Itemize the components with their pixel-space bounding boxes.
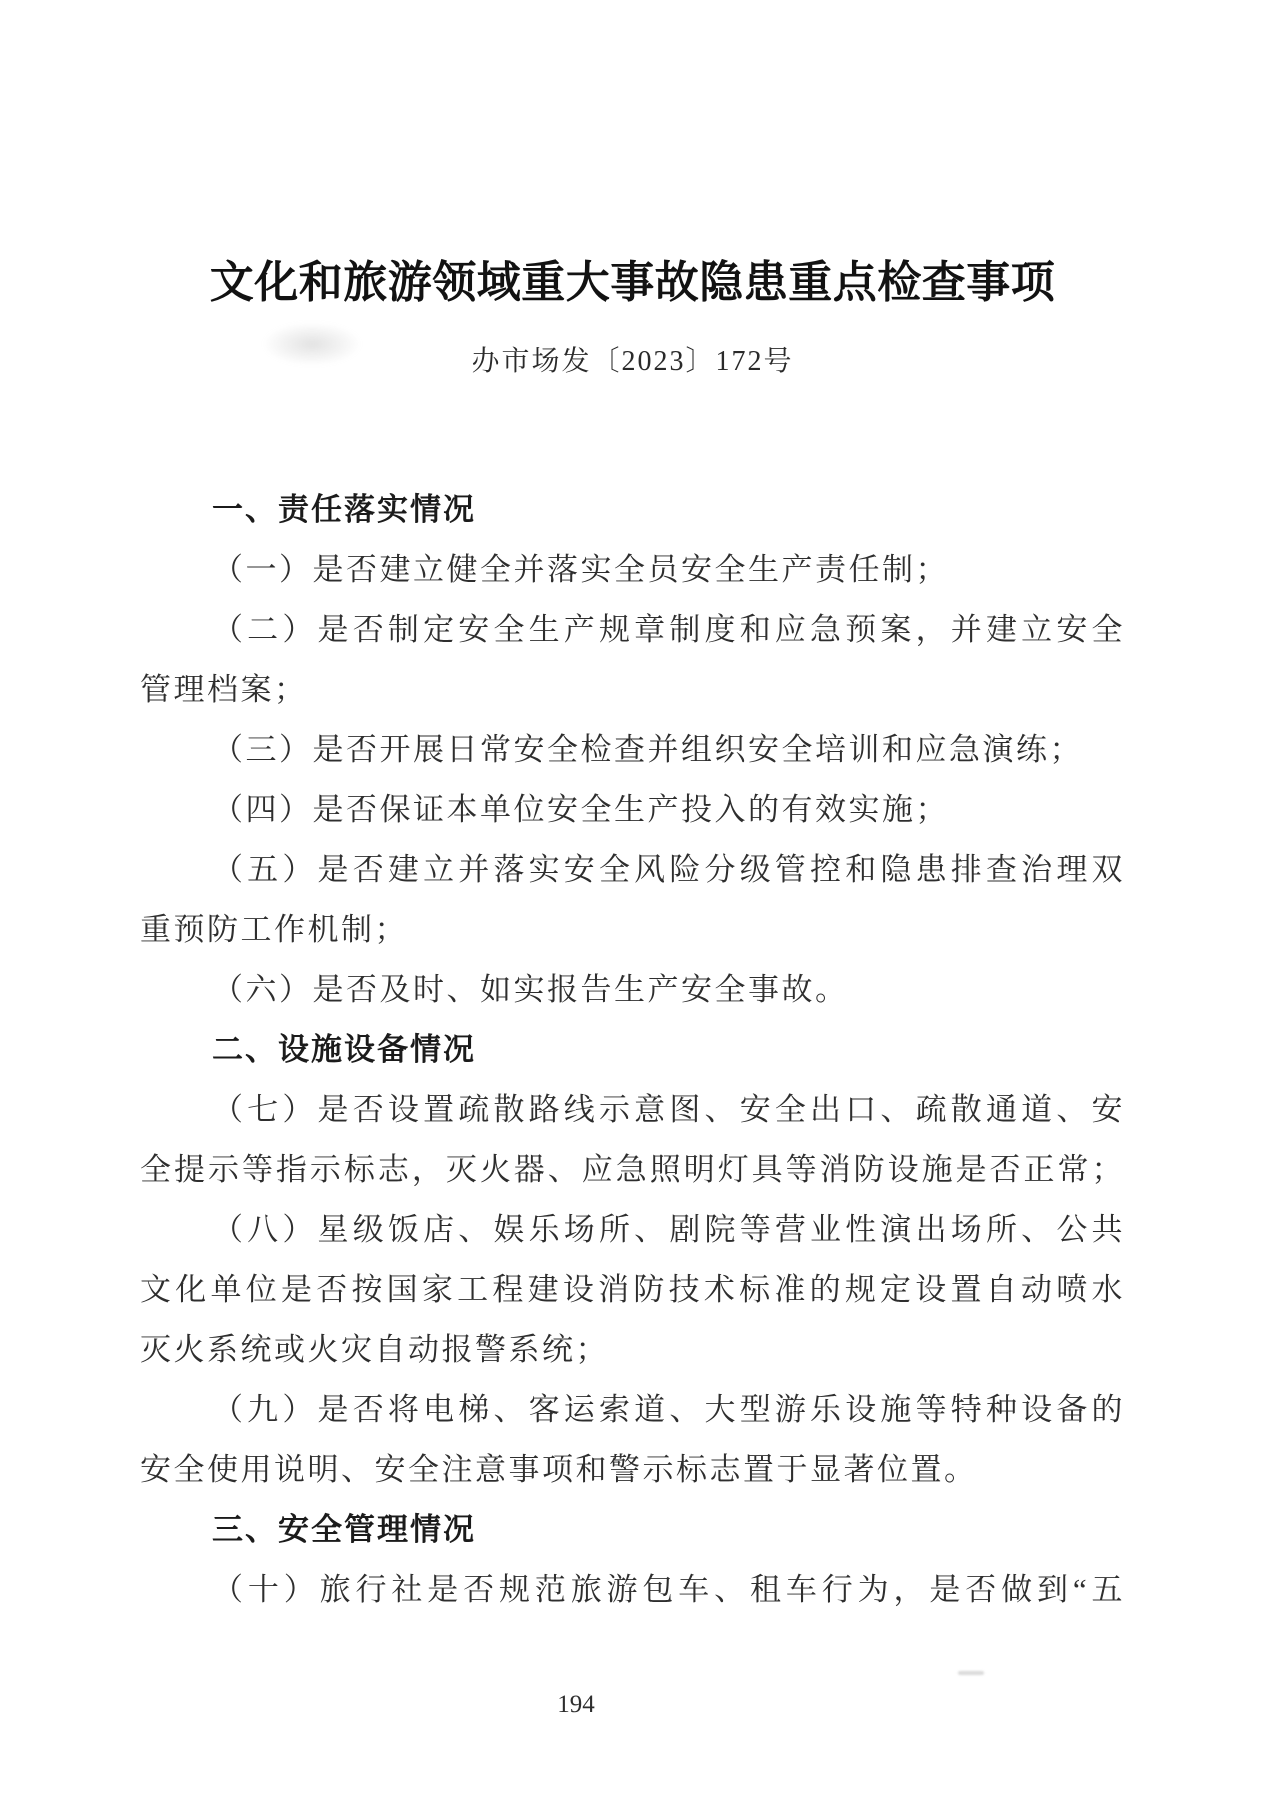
item-line-2a: （二）是否制定安全生产规章制度和应急预案，并建立安全 (212, 612, 1125, 647)
item-line-3: （三）是否开展日常安全检查并组织安全培训和应急演练； (212, 732, 1083, 767)
document-body (140, 480, 1125, 1620)
item-line-9a: （九）是否将电梯、客运索道、大型游乐设施等特种设备的 (212, 1392, 1125, 1427)
item-line-9b: 安全使用说明、安全注意事项和警示标志置于显著位置。 (140, 1452, 978, 1487)
item-line-5a: （五）是否建立并落实安全风险分级管控和隐患排查治理双 (212, 852, 1125, 887)
document-number: 办市场发〔2023〕172号 (471, 346, 794, 377)
section-heading-2: 二、设施设备情况 (212, 1032, 476, 1067)
item-line-8b: 文化单位是否按国家工程建设消防技术标准的规定设置自动喷水 (140, 1272, 1125, 1307)
item-line-2b: 管理档案； (140, 672, 308, 707)
item-line-8a: （八）星级饭店、娱乐场所、剧院等营业性演出场所、公共 (212, 1212, 1125, 1247)
item-line-6: （六）是否及时、如实报告生产安全事故。 (212, 972, 849, 1007)
item-line-7a: （七）是否设置疏散路线示意图、安全出口、疏散通道、安 (212, 1092, 1125, 1127)
item-line-1: （一）是否建立健全并落实全员安全生产责任制； (212, 552, 949, 587)
scan-dash-artifact (958, 1671, 984, 1675)
section-heading-3: 三、安全管理情况 (212, 1512, 476, 1547)
page-number: 194 (557, 1691, 595, 1718)
item-line-4: （四）是否保证本单位安全生产投入的有效实施； (212, 792, 949, 827)
item-line-5b: 重预防工作机制； (140, 912, 408, 947)
item-line-7b: 全提示等指示标志，灭火器、应急照明灯具等消防设施是否正常； (140, 1152, 1125, 1187)
document-title: 文化和旅游领域重大事故隐患重点检查事项 (209, 258, 1056, 307)
section-heading-1: 一、责任落实情况 (212, 492, 476, 527)
item-line-10: （十）旅行社是否规范旅游包车、租车行为，是否做到“五 (212, 1572, 1125, 1607)
item-line-8c: 灭火系统或火灾自动报警系统； (140, 1332, 609, 1367)
